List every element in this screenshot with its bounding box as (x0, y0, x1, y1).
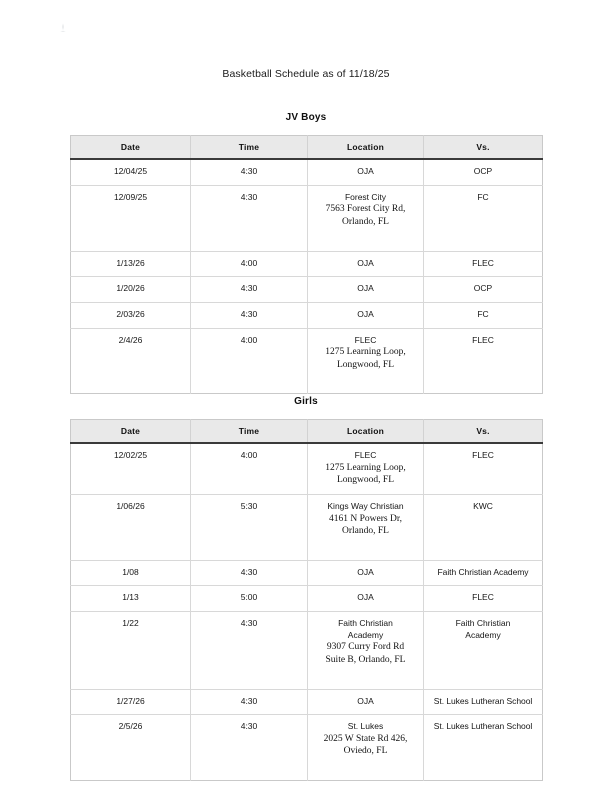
cell-time: 4:00 (191, 251, 308, 277)
cell-time: 4:00 (191, 443, 308, 494)
venue-name: OJA (357, 566, 374, 577)
table-row (71, 302, 543, 328)
cell-location (308, 715, 424, 781)
section-girls (70, 396, 542, 781)
venue-name: Kings Way Christian (327, 500, 404, 511)
venue-name: OJA (357, 308, 374, 319)
column-header-date: Date (71, 136, 191, 160)
table-row (71, 586, 543, 612)
table-row (71, 185, 543, 251)
page-title: Basketball Schedule as of 11/18/25 (222, 68, 390, 80)
venue-name: OJA (357, 283, 374, 294)
cell-location (308, 560, 424, 586)
cell-location (308, 159, 424, 185)
venue-name: St. Lukes (347, 721, 384, 732)
cell-opponent: FC (424, 185, 543, 251)
table-row (71, 328, 543, 394)
cell-date: 12/02/25 (71, 443, 191, 494)
venue-name: FLEC (354, 334, 377, 345)
section-heading: JV Boys (285, 112, 327, 123)
cell-opponent: OCP (424, 277, 543, 303)
venue-address-line: Oviedo, FL (343, 746, 388, 757)
cell-opponent: FC (424, 302, 543, 328)
table-row (71, 715, 543, 781)
venue-name: OJA (357, 695, 374, 706)
cell-opponent: FLEC (424, 443, 543, 494)
venue-address-line: Longwood, FL (337, 359, 394, 370)
cell-time: 4:30 (191, 689, 308, 715)
cell-time: 5:30 (191, 494, 308, 560)
venue-name: Forest City (344, 191, 387, 202)
cell-date: 1/06/26 (71, 494, 191, 560)
cell-time: 5:00 (191, 586, 308, 612)
cell-location (308, 277, 424, 303)
venue-address-line: 4161 N Powers Dr, (329, 513, 402, 524)
venue-address-line: Orlando, FL (342, 216, 389, 227)
table-row (71, 612, 543, 690)
cell-time: 4:30 (191, 277, 308, 303)
cell-opponent: Faith Christian Academy (424, 560, 543, 586)
cell-time: 4:00 (191, 328, 308, 394)
cell-location (308, 443, 424, 494)
cell-date: 2/4/26 (71, 328, 191, 394)
cell-location (308, 185, 424, 251)
cell-date: 1/27/26 (71, 689, 191, 715)
cell-opponent: St. Lukes Lutheran School (433, 721, 533, 732)
venue-name: OJA (357, 257, 374, 268)
cell-date: 12/09/25 (71, 185, 191, 251)
cell-opponent: FLEC (424, 586, 543, 612)
table-header-row (71, 136, 543, 160)
venue-address-line: 1275 Learning Loop, (325, 347, 406, 358)
column-header-location: Location (308, 136, 424, 160)
section-heading: Girls (294, 396, 318, 407)
venue-address-line: Longwood, FL (337, 475, 394, 486)
cell-location (308, 494, 424, 560)
table-row (71, 689, 543, 715)
cell-date: 1/08 (71, 560, 191, 586)
table-header-row (71, 420, 543, 444)
cell-opponent: FLEC (472, 334, 494, 345)
column-header-vs: Vs. (424, 136, 543, 160)
cell-time: 4:30 (191, 612, 308, 690)
table-row (71, 443, 543, 494)
column-header-location: Location (308, 420, 424, 444)
cell-opponent: KWC (424, 494, 543, 560)
cell-time: 4:30 (191, 715, 308, 781)
venue-name: FLEC (354, 450, 377, 460)
cell-opponent: FLEC (424, 251, 543, 277)
cell-date: 1/22 (71, 612, 191, 690)
cell-time: 4:30 (191, 302, 308, 328)
cell-date: 12/04/25 (71, 159, 191, 185)
cell-time: 4:30 (191, 560, 308, 586)
venue-name: OJA (357, 166, 374, 176)
venue-name: Faith Christian Academy (338, 618, 393, 640)
venue-address-line: 7563 Forest City Rd, (325, 204, 406, 215)
cell-opponent: St. Lukes Lutheran School (424, 689, 543, 715)
cell-date: 1/13/26 (71, 251, 191, 277)
cell-opponent: OCP (424, 159, 543, 185)
cell-time: 4:30 (191, 185, 308, 251)
cell-opponent: Faith Christian Academy (424, 612, 543, 690)
cell-location (308, 586, 424, 612)
column-header-date: Date (71, 420, 191, 444)
table-body (71, 159, 543, 394)
cell-date: 1/20/26 (71, 277, 191, 303)
venue-address-line: Orlando, FL (342, 526, 389, 537)
table-body (71, 443, 543, 781)
schedule-table (70, 135, 543, 394)
section-jv-boys (70, 112, 542, 394)
cell-location (308, 251, 424, 277)
column-header-time: Time (191, 136, 308, 160)
venue-name: OJA (357, 592, 374, 603)
cell-date: 1/13 (71, 586, 191, 612)
cell-location (308, 612, 424, 690)
column-header-time: Time (191, 420, 308, 444)
table-row (71, 277, 543, 303)
cell-location (308, 689, 424, 715)
table-row (71, 159, 543, 185)
table-row (71, 251, 543, 277)
cell-location (308, 302, 424, 328)
venue-address-line: 9307 Curry Ford Rd (326, 642, 405, 653)
cell-time: 4:30 (191, 159, 308, 185)
table-row (71, 560, 543, 586)
column-header-vs: Vs. (424, 420, 543, 444)
cell-date: 2/5/26 (71, 715, 191, 781)
cell-date: 2/03/26 (71, 302, 191, 328)
schedule-table (70, 419, 543, 781)
scan-artifact-speck (58, 22, 68, 34)
cell-location (308, 328, 424, 394)
venue-address-line: 2025 W State Rd 426, (323, 733, 408, 744)
venue-address-line: 1275 Learning Loop, (325, 462, 406, 473)
table-row (71, 494, 543, 560)
venue-address-line: Suite B, Orlando, FL (325, 654, 406, 665)
